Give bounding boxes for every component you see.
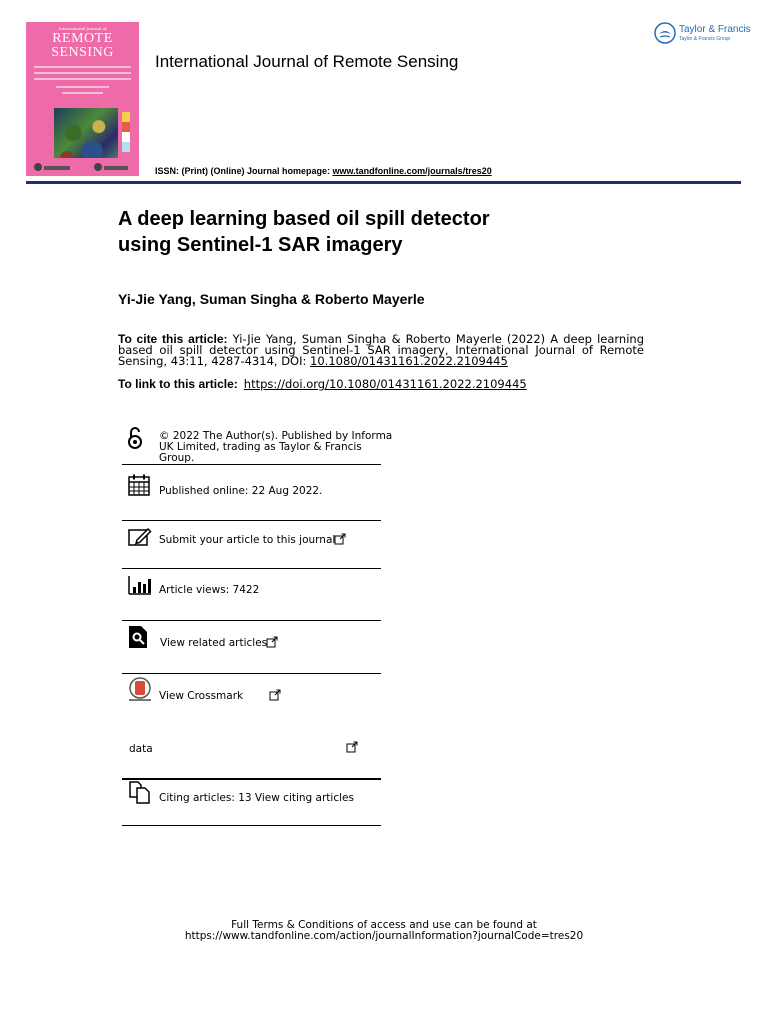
cover-subtitle-line	[34, 66, 131, 68]
citing-articles-link[interactable]: Citing articles: 13 View citing articles	[159, 792, 354, 804]
external-link-icon	[334, 533, 346, 545]
tf-logo-icon	[654, 22, 676, 44]
cover-subtitle-line	[62, 92, 103, 94]
terms-url[interactable]: https://www.tandfonline.com/action/journalInformation?journalCode=tres20	[184, 930, 584, 942]
row-divider	[122, 778, 381, 780]
edit-icon	[128, 527, 152, 547]
terms-footer: Full Terms & Conditions of access and use can be found at https://www.tandfonline.com/action/journalInformation?journalCode=tres20	[0, 920, 768, 942]
header-divider	[26, 181, 741, 184]
cite-text: Yi-Jie Yang, Suman Singha & Roberto Mayerle (2022) A deep learning based oil spill detector using Sentinel-1 SAR imagery, International Journal of Remote Sensing, 43:11, 4287-4314, DOI:	[118, 332, 644, 368]
search-document-icon	[128, 625, 148, 649]
row-divider	[122, 825, 381, 826]
row-divider	[122, 673, 381, 674]
article-authors: Yi-Jie Yang, Suman Singha & Roberto Mayerle	[118, 291, 425, 307]
article-title: A deep learning based oil spill detector using Sentinel-1 SAR imagery	[118, 208, 490, 256]
citation-block	[118, 334, 644, 367]
article-views-count: Article views: 7422	[159, 584, 260, 596]
journal-cover-image	[26, 22, 139, 176]
cover-footer	[26, 158, 139, 176]
issn-line: ISSN: (Print) (Online) Journal homepage: www.tandfonline.com/journals/tres20	[155, 166, 492, 176]
copyright-statement: © 2022 The Author(s). Published by Informa UK Limited, trading as Taylor & Francis Group.	[159, 430, 393, 464]
link-line	[118, 377, 527, 391]
submit-article-link[interactable]: Submit your article to this journal	[159, 534, 336, 546]
tf-logo-subname: Taylor & Francis Group	[679, 36, 731, 42]
cover-subtitle-line	[34, 72, 131, 74]
citing-articles-icon	[128, 780, 152, 804]
related-articles-link[interactable]: View related articles	[160, 637, 268, 649]
cover-subtitle-line	[56, 86, 109, 88]
crossmark-data-link[interactable]: data	[129, 743, 153, 755]
view-crossmark-link[interactable]: View Crossmark	[159, 690, 244, 702]
taylor-francis-logo	[654, 22, 751, 46]
cover-legend	[122, 112, 130, 152]
cite-doi-link[interactable]: 10.1080/01431161.2022.2109445	[310, 354, 508, 368]
journal-homepage-link[interactable]: www.tandfonline.com/journals/tres20	[332, 166, 492, 176]
row-divider	[122, 464, 381, 465]
external-link-icon	[346, 741, 358, 753]
row-divider	[122, 620, 381, 621]
cite-label: To cite this article:	[118, 332, 228, 346]
bar-chart-icon	[128, 575, 152, 595]
cover-journal-small: International Journal of	[58, 26, 107, 31]
row-divider	[122, 568, 381, 569]
doi-link[interactable]: https://doi.org/10.1080/01431161.2022.2109445	[243, 377, 527, 391]
tf-logo-name: Taylor & Francis	[679, 24, 751, 35]
cover-subtitle-line	[34, 78, 131, 80]
row-divider	[122, 520, 381, 521]
open-access-icon	[127, 426, 143, 450]
crossmark-icon	[128, 677, 152, 703]
external-link-icon	[269, 689, 281, 701]
calendar-icon	[128, 474, 150, 496]
link-label: To link to this article:	[118, 377, 238, 391]
published-online-date: Published online: 22 Aug 2022.	[159, 485, 323, 497]
external-link-icon	[266, 636, 278, 648]
cover-title: REMOTE SENSING	[51, 31, 114, 60]
journal-title: International Journal of Remote Sensing	[155, 52, 459, 71]
